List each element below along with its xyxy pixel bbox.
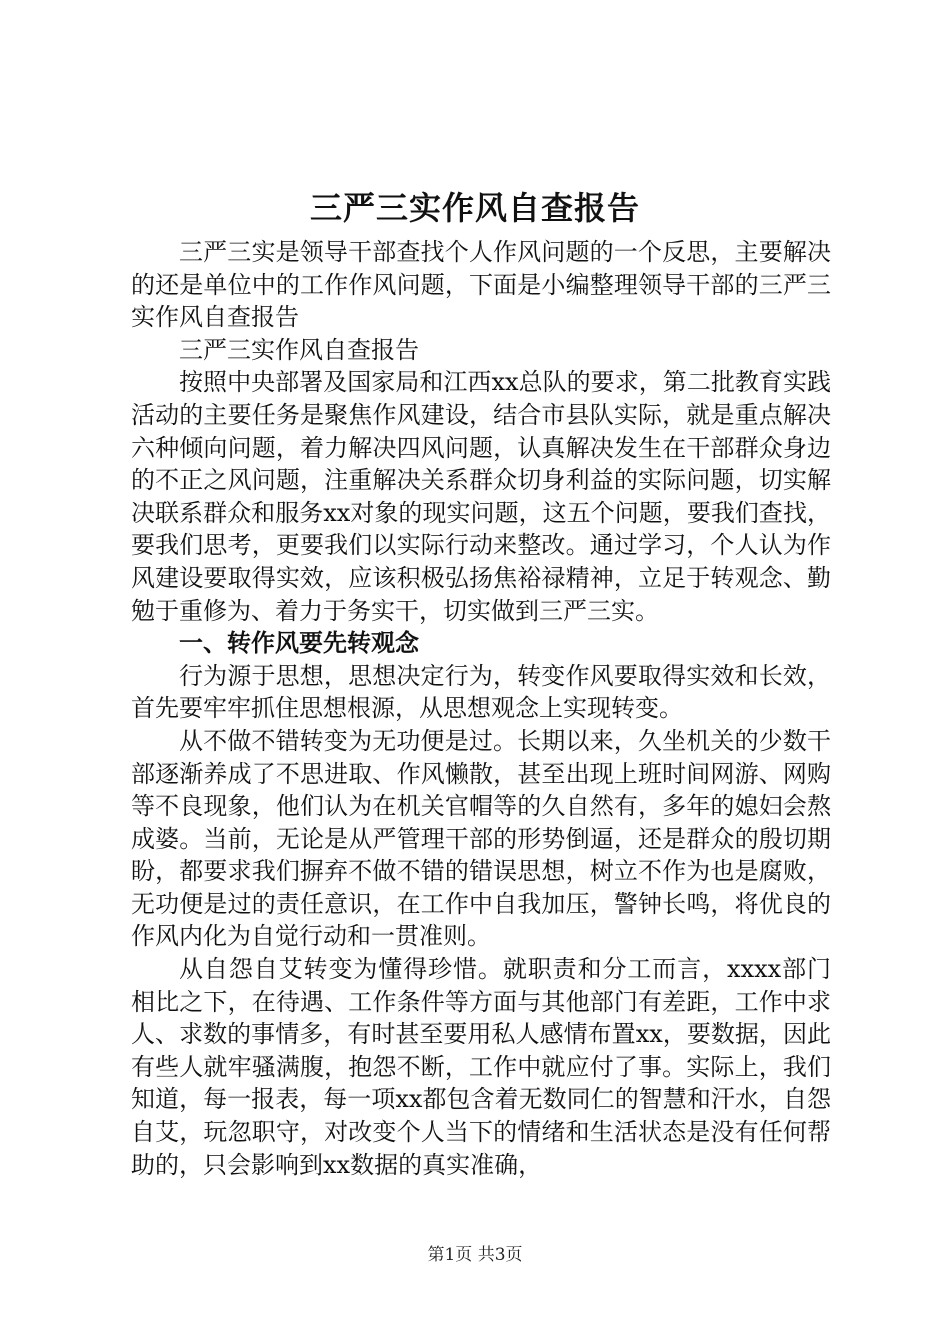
body-paragraph: 行为源于思想，思想决定行为，转变作风要取得实效和长效，首先要牢牢抓住思想根源，从思想观念上实现转变。 [131, 661, 831, 723]
subtitle-line: 三严三实作风自查报告 [179, 335, 419, 364]
page-number-footer: 第1页 共3页 [427, 1245, 523, 1265]
body-paragraph: 按照中央部署及国家局和江西xx总队的要求，第二批教育实践活动的主要任务是聚焦作风建设，结合市县队实际，就是重点解决六种倾向问题，着力解决四风问题，认真解决发生在干部群众身边的不正之风问题，注重解决关系群众切身利益的实际问题，切实解决联系群众和服务xx对象的现实问题，这五个问题，要我们查找，要我们思考，更要我们以实际行动来整改。通过学习，个人认为作风建设要取得实效，应该积极弘扬焦裕禄精神，立足于转观念、勤勉于重修为、着力于务实干，切实做到三严三实。 [131, 368, 831, 625]
document-title: 三严三实作风自查报告 [309, 189, 640, 227]
section-heading: 一、转作风要先转观念 [179, 629, 419, 658]
document-body [131, 236, 831, 1181]
body-paragraph: 从不做不错转变为无功便是过。长期以来，久坐机关的少数干部逐渐养成了不思进取、作风懒散，甚至出现上班时间网游、网购等不良现象，他们认为在机关官帽等的久自然有，多年的媳妇会熬成婆。当前，无论是从严管理干部的形势倒逼，还是群众的殷切期盼，都要求我们摒弃不做不错的错误思想，树立不作为也是腐败，无功便是过的责任意识，在工作中自我加压，警钟长鸣，将优良的作风内化为自觉行动和一贯准则。 [131, 726, 831, 951]
intro-paragraph: 三严三实是领导干部查找个人作风问题的一个反思，主要解决的还是单位中的工作作风问题，下面是小编整理领导干部的三严三实作风自查报告 [131, 238, 831, 332]
body-paragraph: 从自怨自艾转变为懂得珍惜。就职责和分工而言，xxxx部门相比之下，在待遇、工作条件等方面与其他部门有差距，工作中求人、求数的事情多，有时甚至要用私人感情布置xx，要数据，因此有些人就牢骚满腹，抱怨不断，工作中就应付了事。实际上，我们知道，每一报表，每一项xx都包含着无数同仁的智慧和汗水，自怨自艾，玩忽职守，对改变个人当下的情绪和生活状态是没有任何帮助的，只会影响到xx数据的真实准确， [131, 955, 831, 1179]
